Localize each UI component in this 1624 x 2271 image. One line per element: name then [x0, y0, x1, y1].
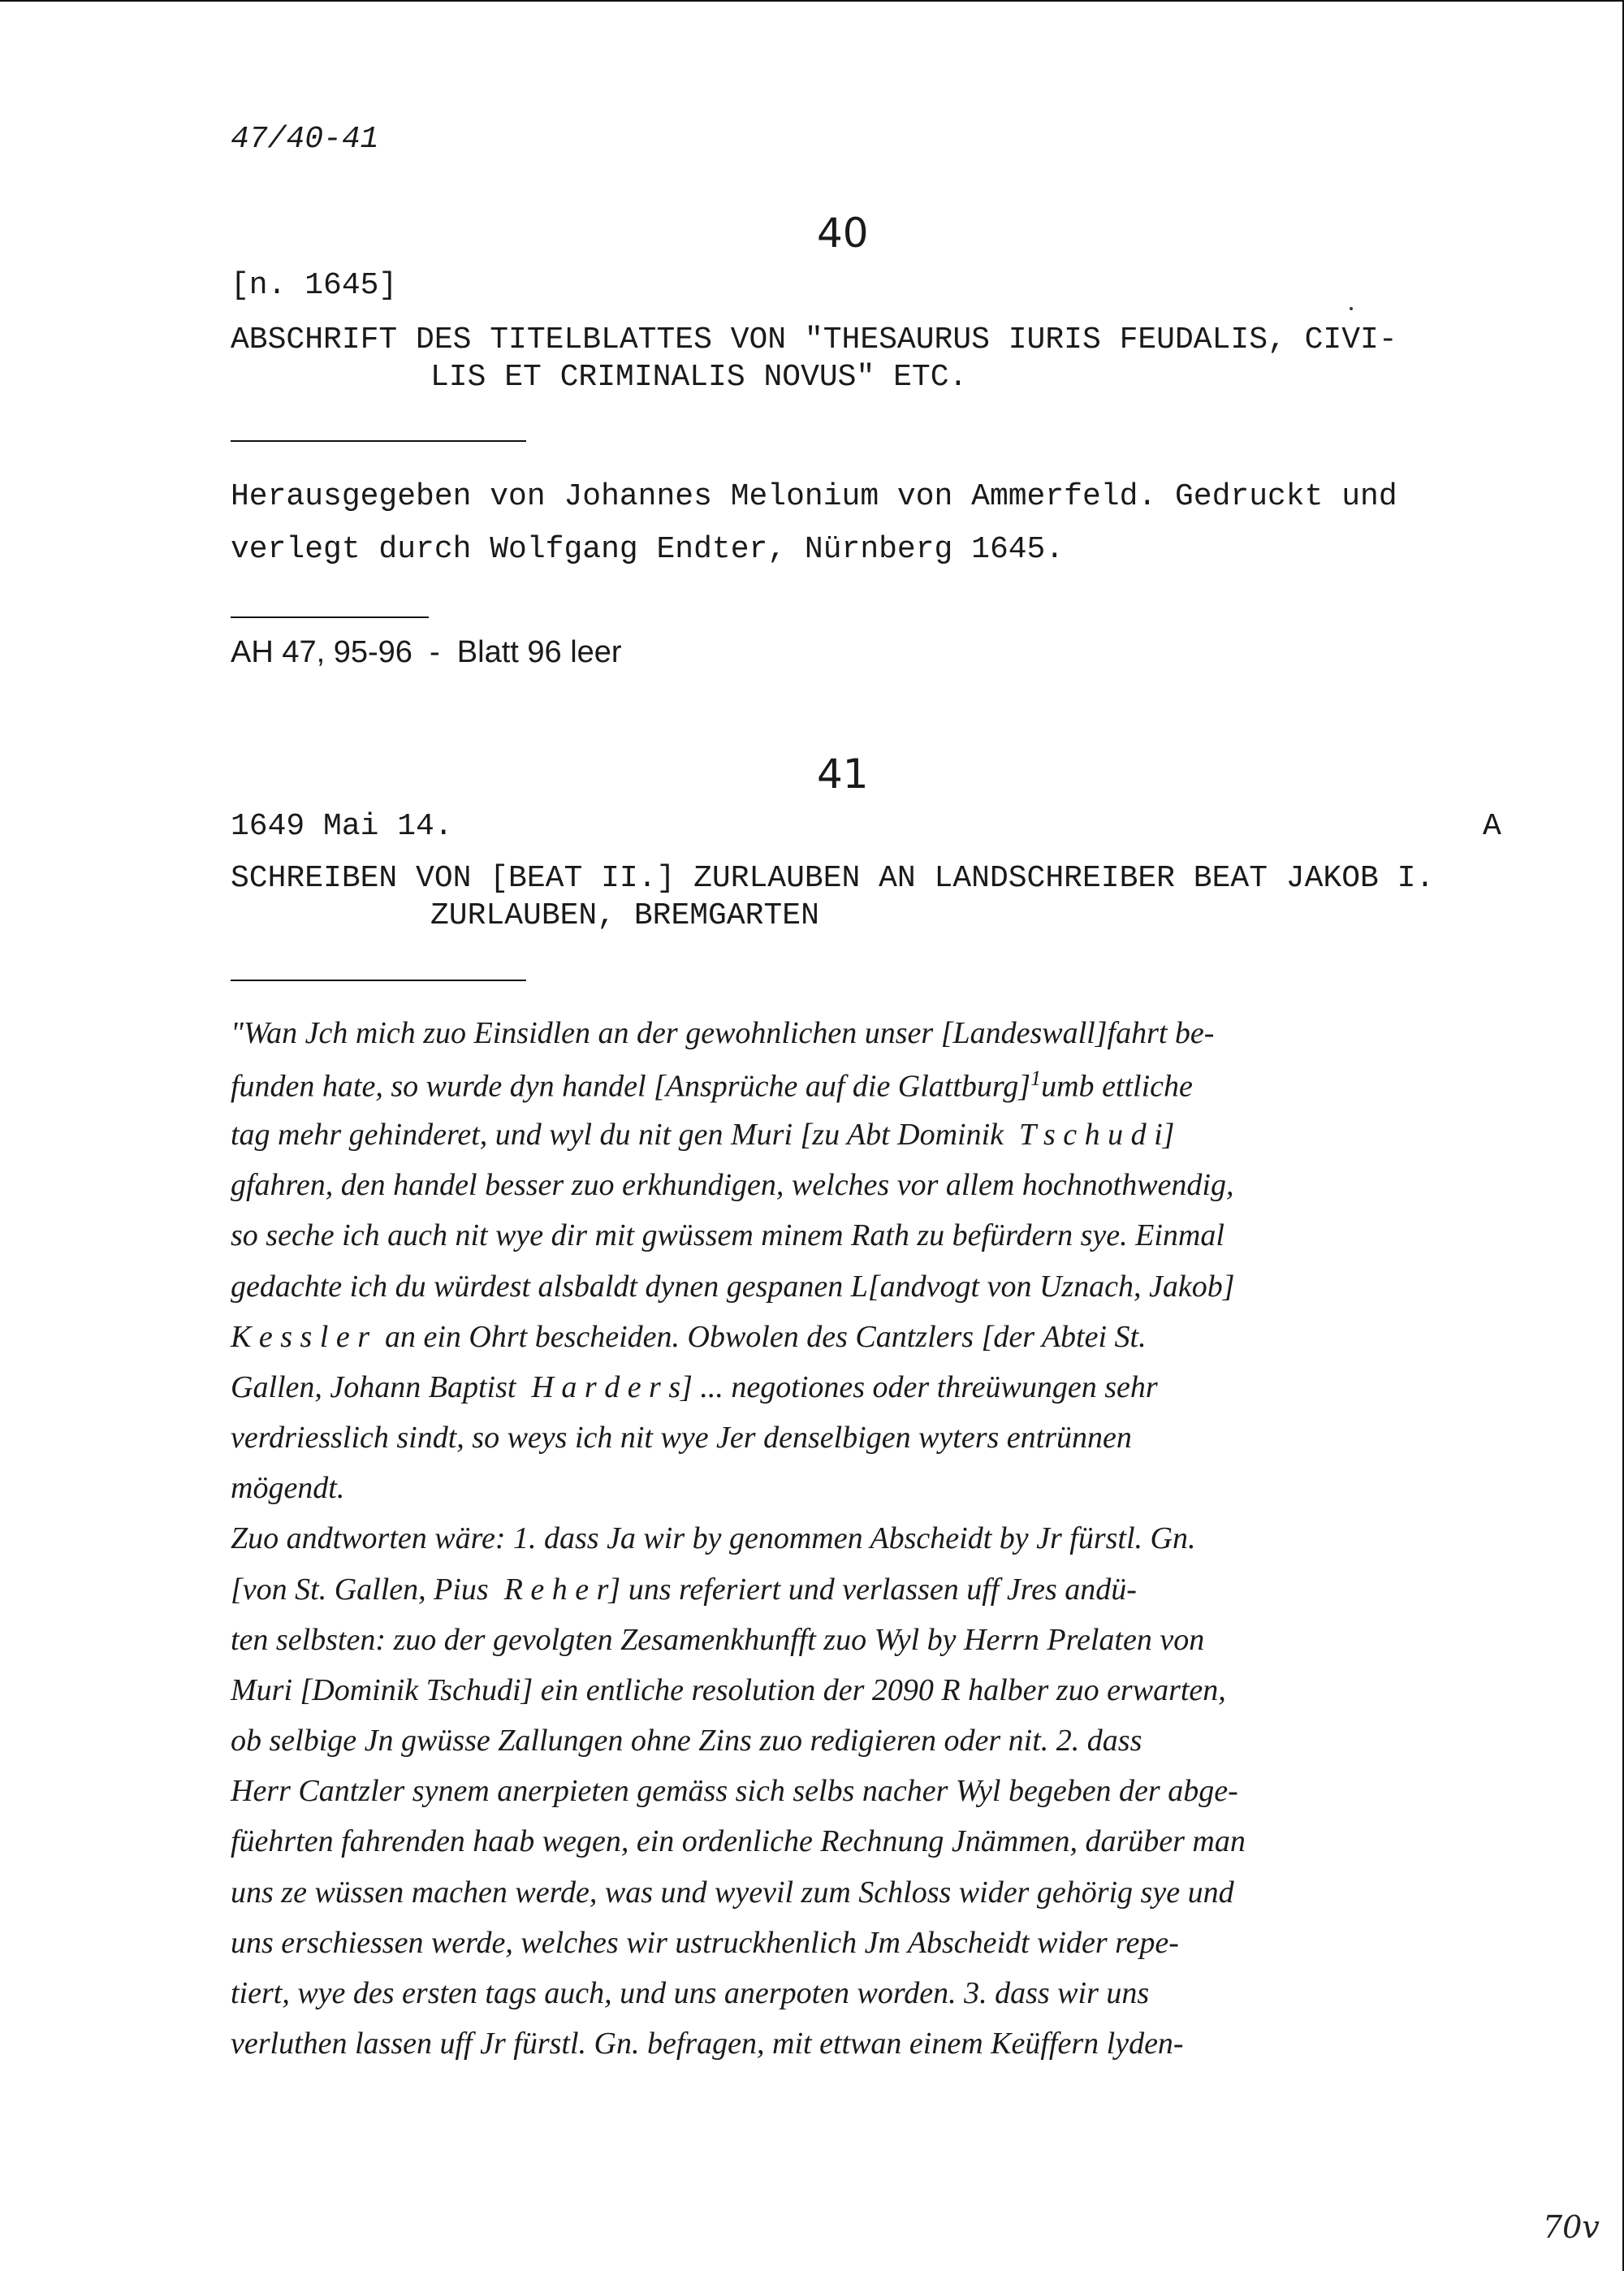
- doc40-title-rule: [231, 440, 526, 442]
- doc40-body-line2: verlegt durch Wolfgang Endter, Nürnberg 1645.: [231, 532, 1065, 567]
- letter-line-17: füehrten fahrenden haab wegen, ein ordenliche Rechnung Jnämmen, darüber man: [231, 1824, 1246, 1858]
- folio-handwritten-mark: 70v: [1543, 2209, 1600, 2245]
- doc41-date: 1649 Mai 14.: [231, 809, 453, 844]
- letter-line-2b: umb ettliche: [1041, 1069, 1193, 1104]
- letter-line-1: "Wan Jch mich zuo Einsidlen an der gewohnlichen unser [Landeswall]fahrt be-: [231, 1016, 1215, 1050]
- letter-line-3: tag mehr gehinderet, und wyl du nit gen Muri [zu Abt Dominik T s c h u d i]: [231, 1118, 1175, 1152]
- page-reference: 47/40-41: [231, 122, 379, 157]
- doc40-body-rule: [231, 616, 429, 618]
- stray-dot: [1350, 307, 1353, 310]
- doc40-title-line1: ABSCHRIFT DES TITELBLATTES VON "THESAURUS IURIS FEUDALIS, CIVI-: [231, 322, 1397, 357]
- doc41-title-line2: ZURLAUBEN, BREMGARTEN: [430, 898, 819, 933]
- letter-line-4: gfahren, den handel besser zuo erkhundigen, welches vor allem hochnothwendig,: [231, 1168, 1234, 1202]
- letter-line-11: Zuo andtworten wäre: 1. dass Ja wir by genommen Abscheidt by Jr fürstl. Gn.: [231, 1521, 1196, 1555]
- doc41-title-line1: SCHREIBEN VON [BEAT II.] ZURLAUBEN AN LANDSCHREIBER BEAT JAKOB I.: [231, 861, 1435, 896]
- letter-line-2: [231, 1066, 1193, 1105]
- page-border-top: [0, 0, 1624, 2]
- letter-line-14: Muri [Dominik Tschudi] ein entliche resolution der 2090 R halber zuo erwarten,: [231, 1673, 1226, 1707]
- letter-line-21: verluthen lassen uff Jr fürstl. Gn. befragen, mit ettwan einem Keüffern lyden-: [231, 2027, 1184, 2061]
- doc40-title-line2: LIS ET CRIMINALIS NOVUS" ETC.: [430, 360, 968, 395]
- doc40-body-line1: Herausgegeben von Johannes Melonium von Ammerfeld. Gedruckt und: [231, 479, 1397, 514]
- letter-line-19: uns erschiessen werde, welches wir ustruckhenlich Jm Abscheidt wider repe-: [231, 1926, 1179, 1960]
- letter-line-8: Gallen, Johann Baptist H a r d e r s] ... negotiones oder threüwungen sehr: [231, 1370, 1158, 1404]
- letter-line-13: ten selbsten: zuo der gevolgten Zesamenkhunfft zuo Wyl by Herrn Prelaten von: [231, 1623, 1205, 1657]
- letter-line-10: mögendt.: [231, 1471, 345, 1505]
- document-number-41: 41: [817, 751, 869, 798]
- doc41-letter-mark: A: [1483, 809, 1501, 844]
- letter-line-18: uns ze wüssen machen werde, was und wyevil zum Schloss wider gehörig sye und: [231, 1875, 1234, 1910]
- footnote-ref: 1: [1030, 1066, 1042, 1090]
- document-number-40: 40: [817, 210, 869, 257]
- letter-line-7: K e s s l e r an ein Ohrt bescheiden. Obwolen des Cantzlers [der Abtei St.: [231, 1320, 1147, 1354]
- letter-line-20: tiert, wye des ersten tags auch, und uns anerpoten worden. 3. dass wir uns: [231, 1976, 1150, 2010]
- letter-line-9: verdriesslich sindt, so weys ich nit wye Jer denselbigen wyters entrünnen: [231, 1421, 1132, 1455]
- doc40-date: [n. 1645]: [231, 268, 398, 303]
- letter-line-15: ob selbige Jn gwüsse Zallungen ohne Zins zuo redigieren oder nit. 2. dass: [231, 1724, 1142, 1758]
- letter-line-5: so seche ich auch nit wye dir mit gwüssem minem Rath zu befürdern sye. Einmal: [231, 1218, 1224, 1252]
- letter-line-16: Herr Cantzler synem anerpieten gemäss sich selbs nacher Wyl begeben der abge-: [231, 1774, 1238, 1808]
- doc40-source: AH 47, 95-96 - Blatt 96 leer: [231, 635, 622, 669]
- letter-line-6: gedachte ich du würdest alsbaldt dynen gespanen L[andvogt von Uznach, Jakob]: [231, 1270, 1235, 1304]
- letter-line-2a: funden hate, so wurde dyn handel [Ansprüche auf die Glattburg]: [231, 1069, 1031, 1104]
- letter-line-12: [von St. Gallen, Pius R e h e r] uns referiert und verlassen uff Jres andü-: [231, 1572, 1137, 1607]
- doc41-title-rule: [231, 980, 526, 981]
